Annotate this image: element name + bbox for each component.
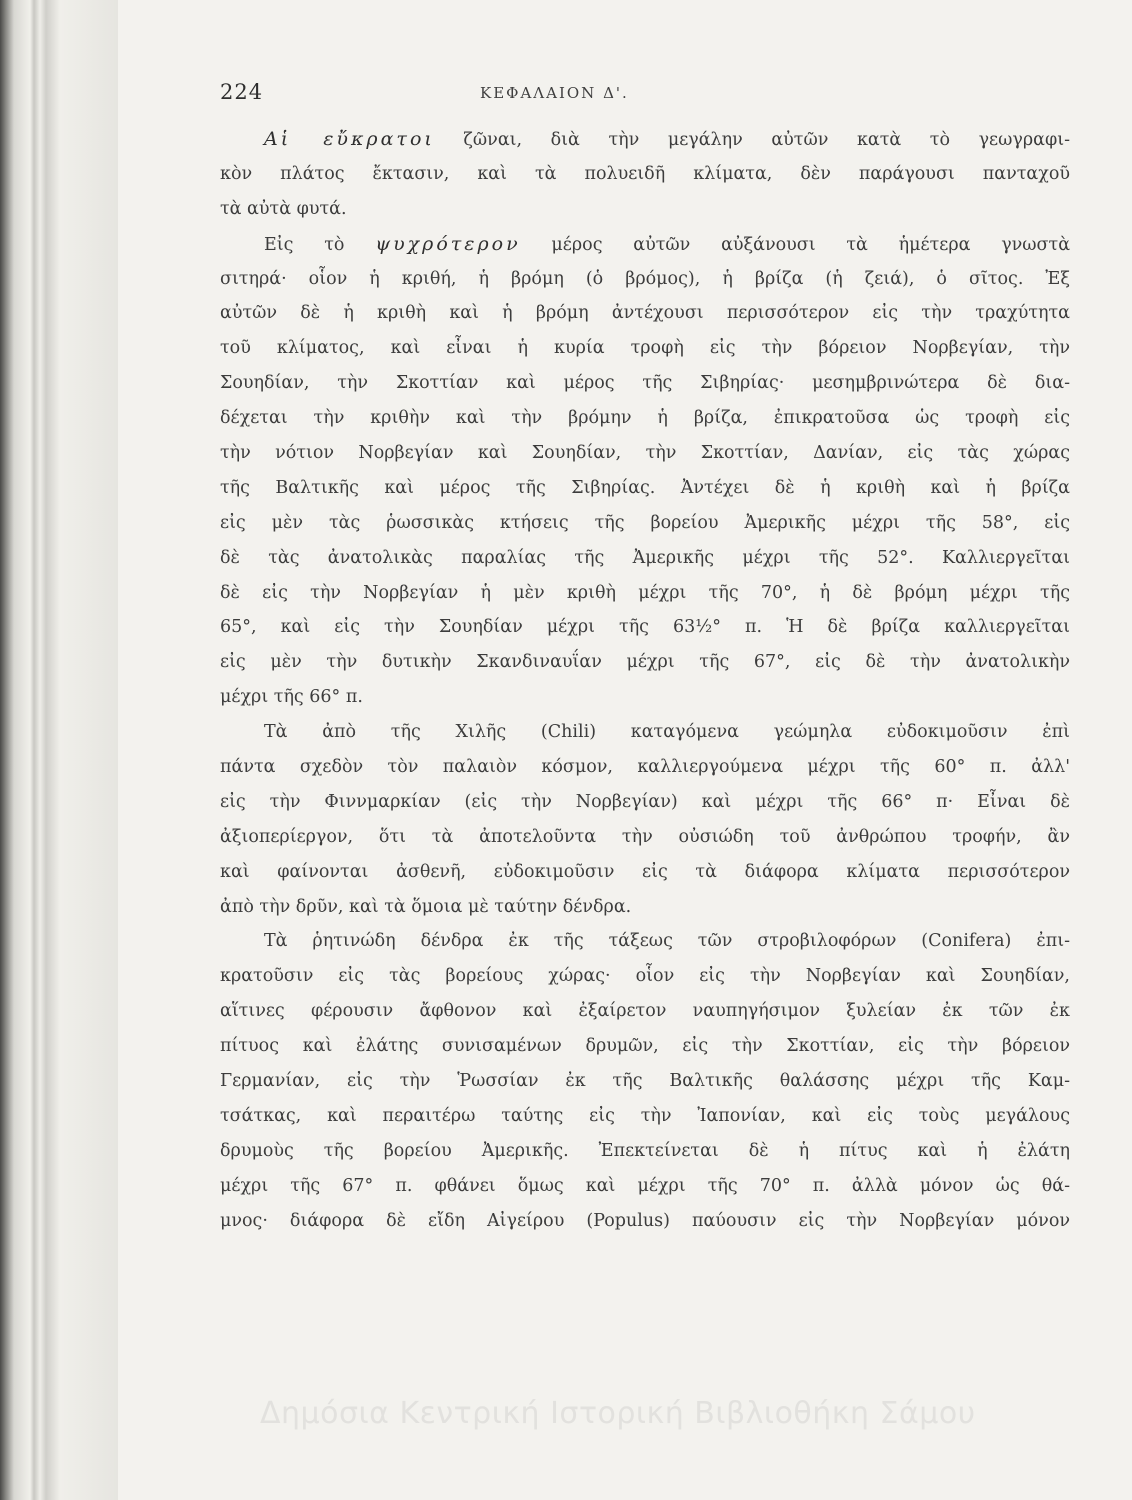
paragraph	[220, 924, 1070, 1238]
text-line	[220, 401, 1070, 436]
text-line	[220, 122, 1070, 157]
book-page-edges	[0, 0, 118, 1500]
library-watermark: Δημόσια Κεντρική Ιστορική Βιβλιοθήκη Σάμου	[260, 1396, 976, 1431]
text-line	[220, 506, 1070, 541]
text-line	[220, 331, 1070, 366]
line-text: Τὰ ἀπὸ τῆς Χιλῆς (Chili) καταγόμενα γεώμηλα εὐδοκιμοῦσιν ἐπὶ	[264, 722, 1070, 743]
text-line	[220, 227, 1070, 262]
line-text: μέρος αὐτῶν αὐξάνουσι τὰ ἡμέτερα γνωστὰ	[520, 234, 1070, 255]
line-text: κρατοῦσιν εἰς τὰς βορείους χώρας· οἷον εἰς τὴν Νορβεγίαν καὶ Σουηδίαν,	[220, 966, 1070, 987]
line-text: μνος· διάφορα δὲ εἴδη Αἰγείρου (Populus) παύουσιν εἰς τὴν Νορβεγίαν μόνον	[220, 1210, 1070, 1231]
page-number: 224	[220, 80, 264, 104]
text-line	[220, 157, 1070, 192]
line-text: δέχεται τὴν κριθὴν καὶ τὴν βρόμην ἡ βρίζα, ἐπικρατοῦσα ὡς τροφὴ εἰς	[220, 408, 1070, 429]
line-text: πίτυος καὶ ἐλάτης συνισαμένων δρυμῶν, εἰς τὴν Σκοττίαν, εἰς τὴν βόρειον	[220, 1036, 1070, 1057]
text-line	[220, 1029, 1070, 1064]
line-text: ζῶναι, διὰ τὴν μεγάλην αὐτῶν κατὰ τὸ γεωγραφι-	[434, 130, 1070, 150]
running-title: ΚΕΦΑΛΑΙΟΝ Δ'.	[480, 84, 629, 102]
text-line	[220, 1204, 1070, 1239]
text-line	[220, 296, 1070, 331]
text-line	[220, 576, 1070, 611]
paragraph	[220, 122, 1070, 227]
line-text: μέχρι τῆς 66° π.	[220, 687, 363, 708]
text-line	[220, 366, 1070, 401]
line-text: εἰς μὲν τὰς ῥωσσικὰς κτήσεις τῆς βορείου Ἀμερικῆς μέχρι τῆς 58°, εἰς	[220, 512, 1070, 533]
text-line	[220, 262, 1070, 297]
line-text: κὸν πλάτος ἔκτασιν, καὶ τὰ πολυειδῆ κλίματα, δὲν παράγουσι πανταχοῦ	[220, 163, 1070, 184]
line-text: δὲ εἰς τὴν Νορβεγίαν ἡ μὲν κριθὴ μέχρι τῆς 70°, ἡ δὲ βρόμη μέχρι τῆς	[220, 582, 1070, 603]
text-line	[220, 924, 1070, 959]
line-text: αὐτῶν δὲ ἡ κριθὴ καὶ ἡ βρόμη ἀντέχουσι περισσότερον εἰς τὴν τραχύτητα	[220, 303, 1070, 324]
text-line	[220, 820, 1070, 855]
emphasized-term: ψυχρότερον	[375, 232, 521, 255]
text-line	[220, 680, 1070, 715]
text-line	[220, 715, 1070, 750]
text-line	[220, 855, 1070, 890]
text-line	[220, 785, 1070, 820]
paragraph	[220, 227, 1070, 715]
text-line	[220, 1099, 1070, 1134]
text-line	[220, 645, 1070, 680]
line-text: δὲ τὰς ἀνατολικὰς παραλίας τῆς Ἀμερικῆς μέχρι τῆς 52°. Καλλιεργεῖται	[220, 547, 1070, 568]
text-line	[220, 1169, 1070, 1204]
line-text: ἀξιοπερίεργον, ὅτι τὰ ἀποτελοῦντα τὴν οὐσιώδη τοῦ ἀνθρώπου τροφήν, ἂν	[220, 826, 1070, 847]
line-text: καὶ φαίνονται ἀσθενῆ, εὐδοκιμοῦσιν εἰς τὰ διάφορα κλίματα περισσότερον	[220, 861, 1070, 882]
text-line	[220, 1134, 1070, 1169]
text-line	[220, 1064, 1070, 1099]
line-text: εἰς μὲν τὴν δυτικὴν Σκανδιναυΐαν μέχρι τῆς 67°, εἰς δὲ τὴν ἀνατολικὴν	[220, 652, 1070, 673]
line-text: δρυμοὺς τῆς βορείου Ἀμερικῆς. Ἐπεκτείνεται δὲ ἡ πίτυς καὶ ἡ ἐλάτη	[220, 1140, 1070, 1161]
line-prefix: Εἰς τὸ	[264, 234, 376, 255]
line-text: 65°, καὶ εἰς τὴν Σουηδίαν μέχρι τῆς 63½° π. Ἡ δὲ βρίζα καλλιεργεῖται	[220, 617, 1070, 638]
line-text: τὰ αὐτὰ φυτά.	[220, 198, 347, 219]
text-line	[220, 436, 1070, 471]
line-text: Τὰ ῥητινώδη δένδρα ἐκ τῆς τάξεως τῶν στροβιλοφόρων (Conifera) ἐπι-	[264, 931, 1070, 952]
text-line	[220, 959, 1070, 994]
line-text: τὴν νότιον Νορβεγίαν καὶ Σουηδίαν, τὴν Σκοττίαν, Δανίαν, εἰς τὰς χώρας	[220, 443, 1070, 464]
paragraph	[220, 715, 1070, 924]
line-text: αἵτινες φέρουσιν ἄφθονον καὶ ἐξαίρετον ναυπηγήσιμον ξυλείαν ἐκ τῶν ἐκ	[220, 1001, 1070, 1022]
body-text	[220, 122, 1070, 1239]
text-line	[220, 750, 1070, 785]
line-text: τῆς Βαλτικῆς καὶ μέρος τῆς Σιβηρίας. Ἀντέχει δὲ ἡ κριθὴ καὶ ἡ βρίζα	[220, 477, 1070, 498]
page-header	[220, 80, 790, 114]
text-line	[220, 610, 1070, 645]
text-line	[220, 192, 1070, 227]
text-line	[220, 471, 1070, 506]
line-text: Γερμανίαν, εἰς τὴν Ῥωσσίαν ἐκ τῆς Βαλτικῆς θαλάσσης μέχρι τῆς Καμ-	[220, 1071, 1070, 1092]
line-text: σιτηρά· οἷον ἡ κριθή, ἡ βρόμη (ὁ βρόμος), ἡ βρίζα (ἡ ζειά), ὁ σῖτος. Ἐξ	[220, 268, 1070, 289]
line-text: μέχρι τῆς 67° π. φθάνει ὅμως καὶ μέχρι τῆς 70° π. ἀλλὰ μόνον ὡς θά-	[220, 1175, 1070, 1196]
text-line	[220, 541, 1070, 576]
text-line	[220, 994, 1070, 1029]
line-text: τοῦ κλίματος, καὶ εἶναι ἡ κυρία τροφὴ εἰς τὴν βόρειον Νορβεγίαν, τὴν	[220, 338, 1070, 359]
line-text: ἀπὸ τὴν δρῦν, καὶ τὰ ὅμοια μὲ ταύτην δένδρα.	[220, 896, 632, 917]
line-text: Σουηδίαν, τὴν Σκοττίαν καὶ μέρος τῆς Σιβηρίας· μεσημβρινώτερα δὲ δια-	[220, 373, 1070, 394]
text-line	[220, 890, 1070, 925]
line-text: πάντα σχεδὸν τὸν παλαιὸν κόσμον, καλλιεργούμενα μέχρι τῆς 60° π. ἀλλ'	[220, 757, 1070, 778]
line-text: εἰς τὴν Φιννμαρκίαν (εἰς τὴν Νορβεγίαν) καὶ μέχρι τῆς 66° π· Εἶναι δὲ	[220, 791, 1070, 812]
emphasized-term: Αἱ εὔκρατοι	[264, 128, 435, 150]
line-text: τσάτκας, καὶ περαιτέρω ταύτης εἰς τὴν Ἰαπονίαν, καὶ εἰς τοὺς μεγάλους	[220, 1105, 1070, 1126]
